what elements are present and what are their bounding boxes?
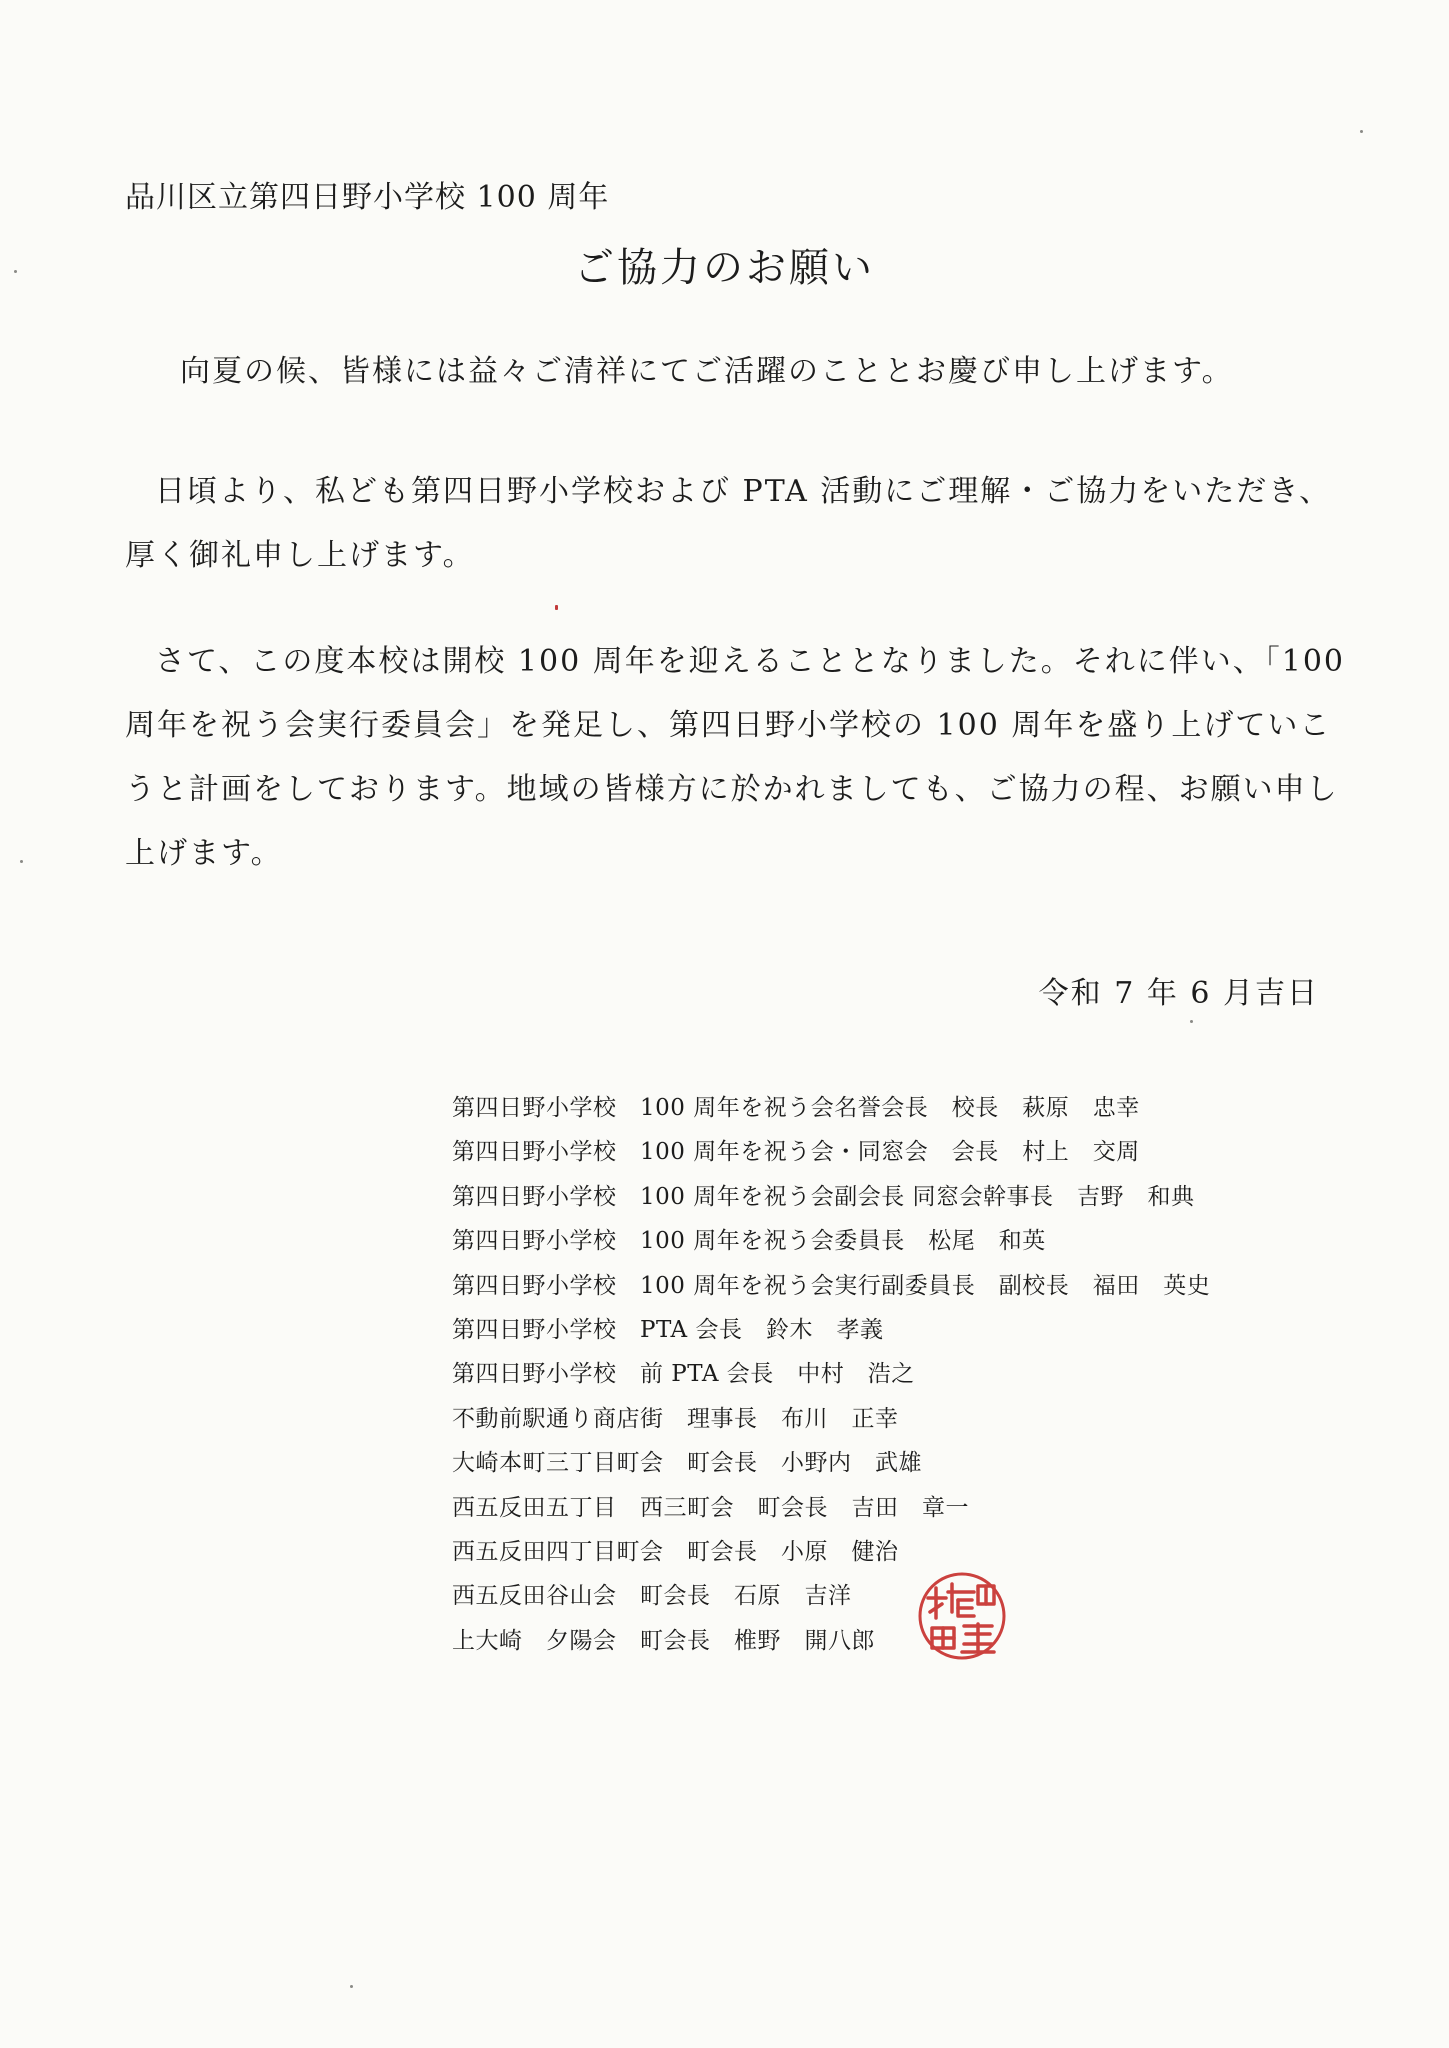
signer-line: 西五反田五丁目 西三町会 町会長 吉田 章一 bbox=[452, 1494, 969, 1521]
signer-line: 西五反田谷山会 町会長 石原 吉洋 bbox=[452, 1583, 852, 1610]
signer-line: 西五反田四丁目町会 町会長 小原 健治 bbox=[452, 1538, 899, 1565]
scan-speck bbox=[20, 860, 23, 863]
thanks-paragraph: 日頃より、私ども第四日野小学校および PTA 活動にご理解・ご協力をいただき、厚く御礼申し上げます。 bbox=[125, 474, 1332, 573]
school-anniversary-line: 品川区立第四日野小学校 100 周年 bbox=[125, 180, 610, 215]
scan-speck bbox=[1360, 130, 1363, 133]
scan-speck bbox=[1190, 1020, 1193, 1023]
signer-line: 第四日野小学校 前 PTA 会長 中村 浩之 bbox=[452, 1361, 915, 1388]
signer-line: 第四日野小学校 100 周年を祝う会委員長 松尾 和英 bbox=[452, 1228, 1046, 1255]
letter-title: ご協力のお願い bbox=[574, 245, 875, 291]
signer-line: 第四日野小学校 100 周年を祝う会副会長 同窓会幹事長 吉野 和典 bbox=[452, 1183, 1195, 1210]
signer-line: 大崎本町三丁目町会 町会長 小野内 武雄 bbox=[452, 1450, 922, 1477]
signer-list bbox=[452, 1086, 1352, 1663]
signer-line: 第四日野小学校 PTA 会長 鈴木 孝義 bbox=[452, 1316, 884, 1343]
signer-line: 上大崎 夕陽会 町会長 椎野 開八郎 bbox=[452, 1627, 875, 1654]
scan-speck bbox=[350, 1985, 353, 1988]
letter-date: 令和 7 年 6 月吉日 bbox=[1038, 976, 1319, 1011]
signer-line: 不動前駅通り商店街 理事長 布川 正幸 bbox=[452, 1405, 899, 1432]
scan-speck bbox=[14, 270, 17, 273]
signer-line: 第四日野小学校 100 周年を祝う会名誉会長 校長 萩原 忠幸 bbox=[452, 1095, 1140, 1121]
request-paragraph: さて、この度本校は開校 100 周年を迎えることとなりました。それに伴い、「100 周年を祝う会実行委員会」を発足し、第四日野小学校の 100 周年を盛り上げていこうと計画をしております。地域の皆様方に於かれましても、ご協力の程、お願い申し上げます。 bbox=[125, 644, 1345, 871]
scan-red-mark bbox=[555, 605, 558, 610]
signer-line: 第四日野小学校 100 周年を祝う会実行副委員長 副校長 福田 英史 bbox=[452, 1272, 1211, 1299]
greeting-paragraph: 向夏の候、皆様には益々ご清祥にてご活躍のこととお慶び申し上げます。 bbox=[180, 354, 1234, 389]
red-seal-stamp bbox=[914, 1568, 1010, 1664]
signer-line: 第四日野小学校 100 周年を祝う会・同窓会 会長 村上 交周 bbox=[452, 1139, 1140, 1166]
